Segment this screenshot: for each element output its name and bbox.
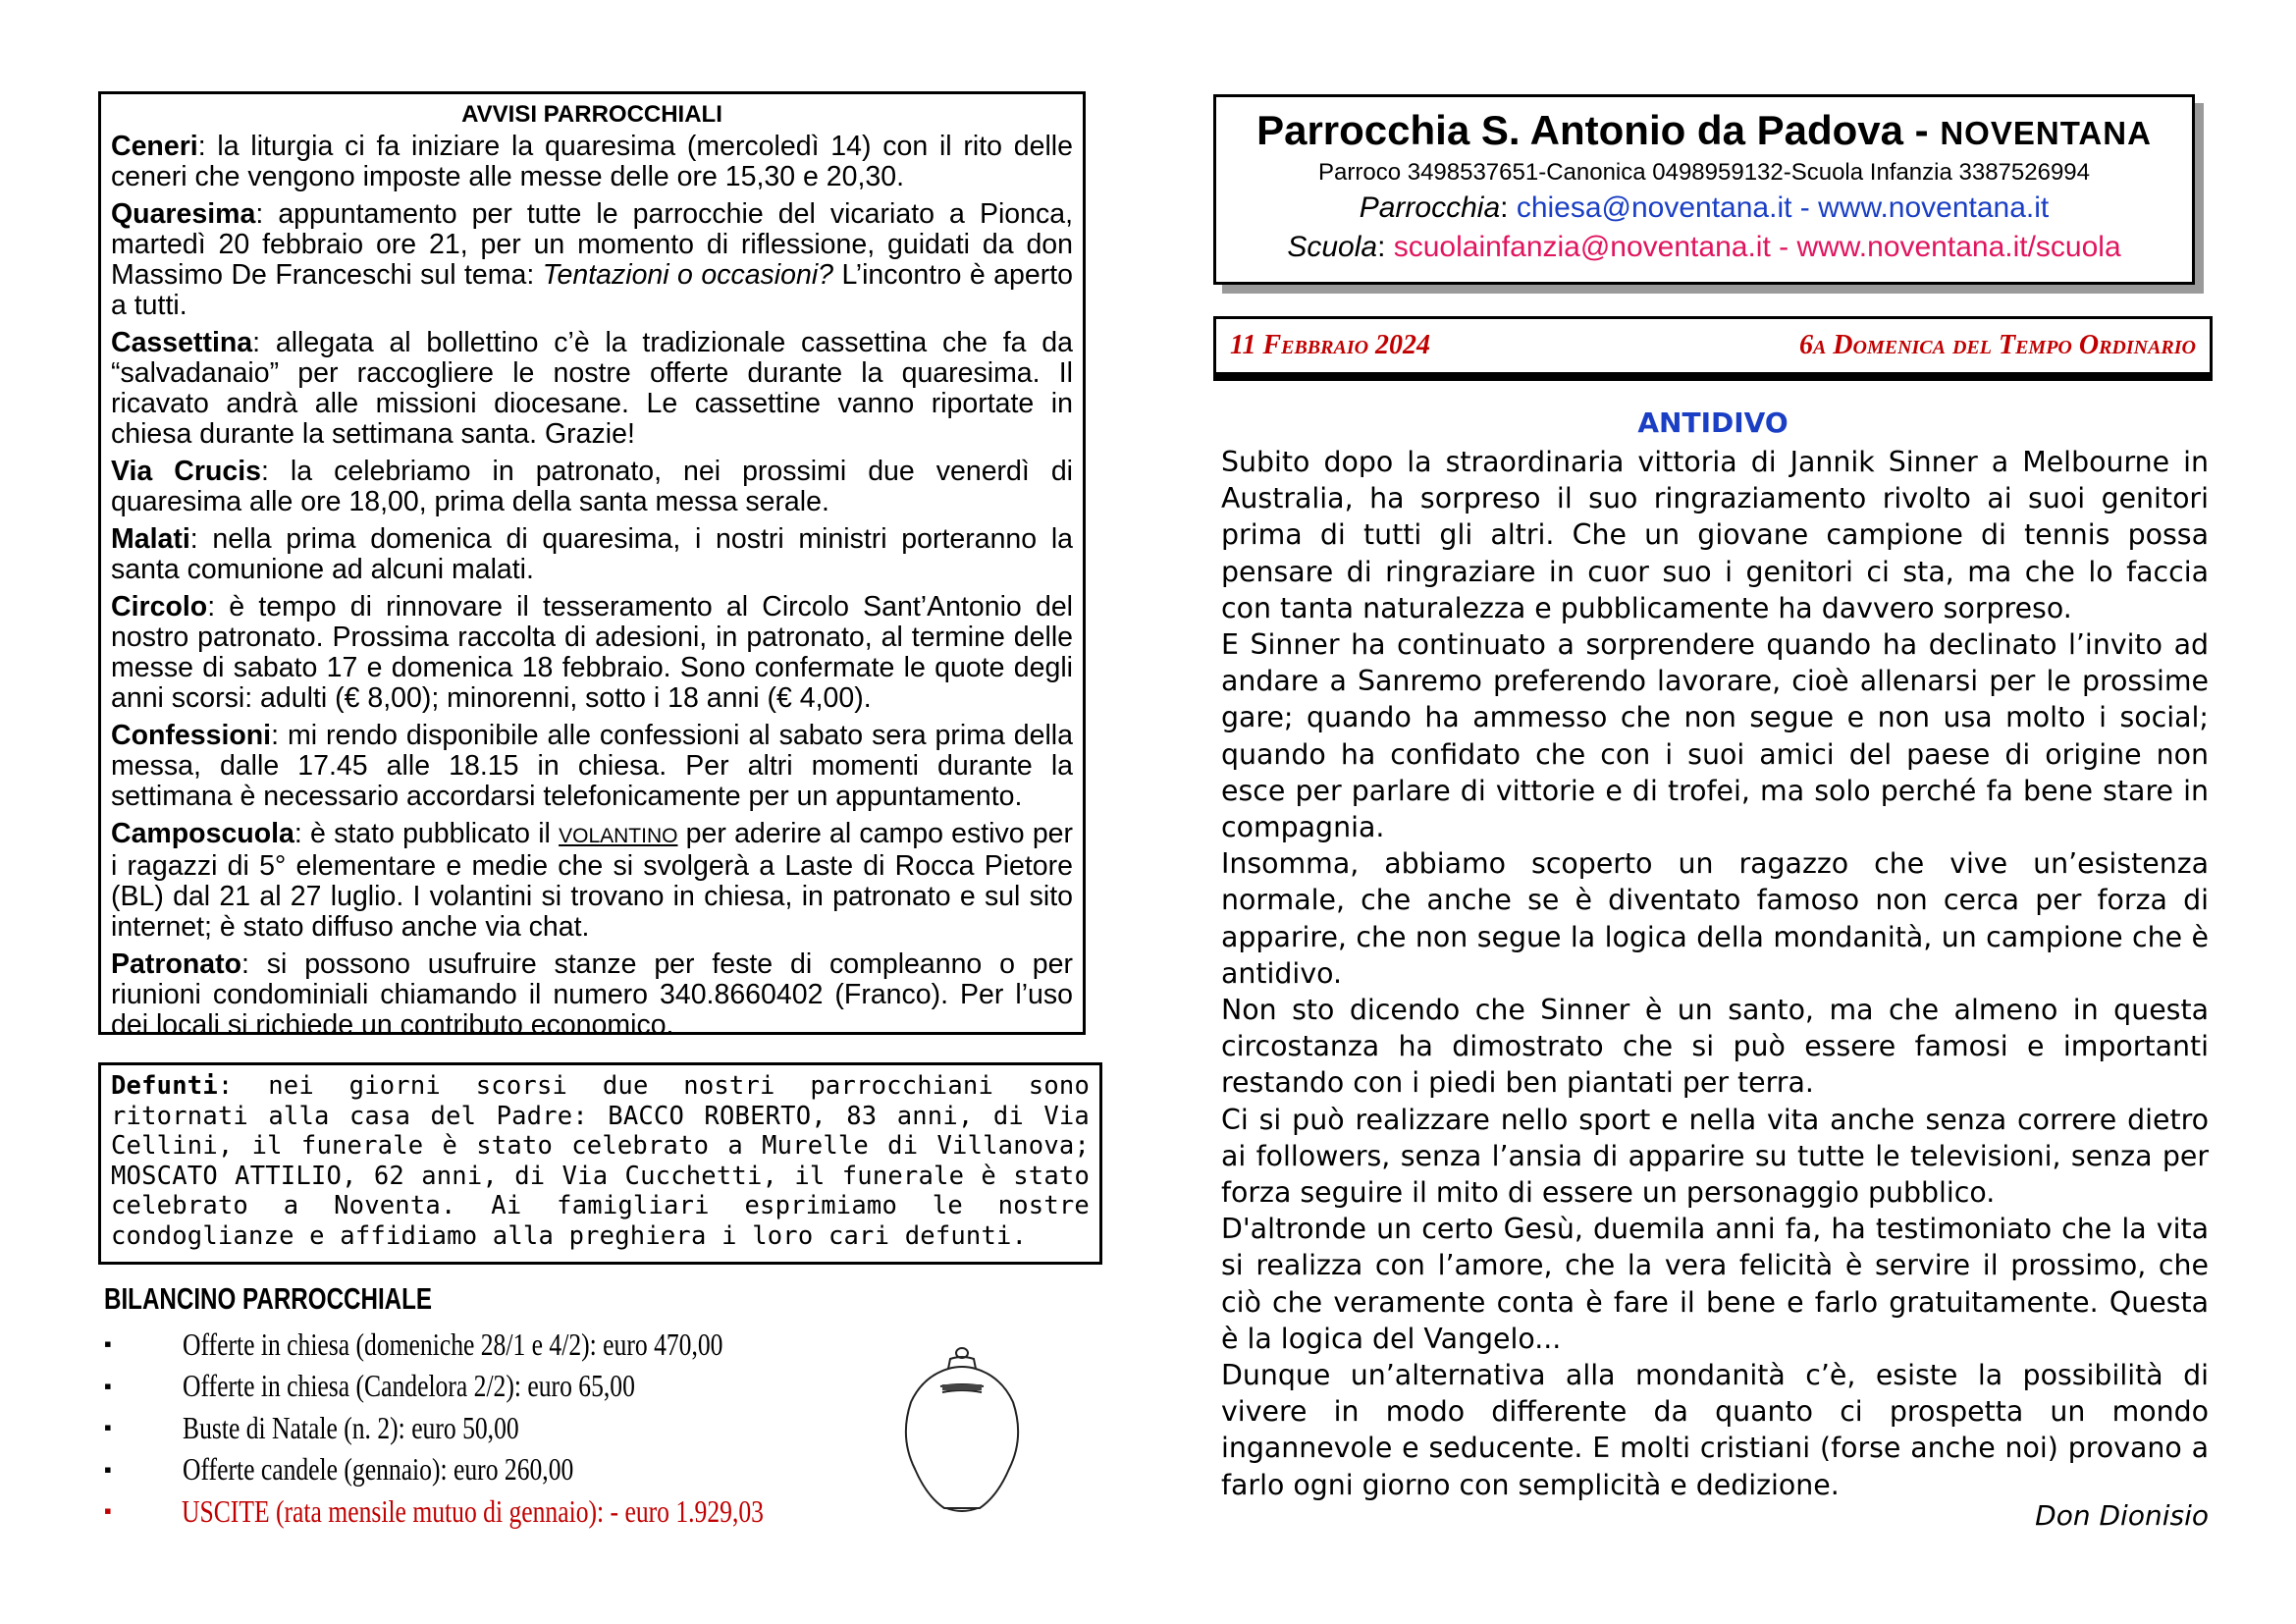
- article-paragraph: Subito dopo la straordinaria vittoria di Jannik Sinner a Melbourne in Australia, ha sorpreso il suo ringraziamento rivolto ai suoi genitori prima di tutti gli altri. Che un giovane campione di tennis possa pensare di ringraziare in cuor suo i genitori ci sta, ma che lo faccia con tanta naturalezza e pubblicamente ha davvero sorpreso.: [1221, 446, 2209, 624]
- article-body: [1221, 444, 2209, 1503]
- volantino-link[interactable]: VOLANTINO: [559, 825, 678, 847]
- colon: :: [1500, 191, 1517, 224]
- bilancino-row-text: Offerte in chiesa (domeniche 28/1 e 4/2): euro 470,00: [183, 1326, 723, 1362]
- bilancino-row: [104, 1324, 909, 1366]
- article-signature: Don Dionisio: [2035, 1499, 2209, 1532]
- bullet-icon: ▪: [104, 1415, 112, 1440]
- avviso-label: Ceneri: [111, 131, 198, 162]
- parish-name: Parrocchia S. Antonio da Padova: [1256, 107, 1904, 153]
- article-paragraph: D'altronde un certo Gesù, duemila anni fa, ha testimoniato che la vita si realizza con l’amore, che la vera felicità è servire il prossimo, che ciò che veramente conta è fare il bene e farlo gratuitamente. Questa è la logica del Vangelo...: [1221, 1213, 2209, 1355]
- avviso-text: : si possono usufruire stanze per feste di compleanno o per riunioni condominiali chiamando il numero 340.8660402 (Franco). Per l’uso dei locali si richiede un contributo economico.: [111, 948, 1073, 1041]
- bullet-icon: ▪: [104, 1373, 112, 1398]
- article-paragraph: Insomma, abbiamo scoperto un ragazzo che vive un’esistenza normale, che anche se è diventato famoso non cerca per forza di apparire, che non segue la logica della mondanità, un campione che è antidivo.: [1221, 847, 2209, 990]
- avviso-cassettina: [111, 328, 1073, 450]
- avviso-label: Malati: [111, 523, 190, 555]
- parish-phones: Parroco 3498537651-Canonica 0498959132-Scuola Infanzia 3387526994: [1318, 159, 2090, 186]
- avviso-patronato: [111, 949, 1073, 1041]
- bullet-icon: ▪: [104, 1456, 112, 1482]
- defunti-label: Defunti: [111, 1071, 218, 1101]
- separator: -: [1791, 191, 1819, 224]
- scuola-web-link[interactable]: www.noventana.it/scuola: [1796, 231, 2121, 263]
- defunti-text: : nei giorni scorsi due nostri parrocchiani sono ritornati alla casa del Padre: BACCO ROBERTO, 83 anni, di Via Cellini, il funerale è stato celebrato a Murelle di Villanova; MOSCATO ATTILIO, 62 anni, di Via Cucchetti, il funerale è stato celebrato a Noventa. Ai famigliari esprimiamo le nostre condoglianze e affidiamo alla preghiera i loro cari defunti.: [111, 1071, 1090, 1251]
- bilancino-row-text: Offerte candele (gennaio): euro 260,00: [183, 1451, 574, 1488]
- avviso-text: : mi rendo disponibile alle confessioni al sabato sera prima della messa, dalle 17.45 alle 18.15 in chiesa. Per altri momenti durante la settimana è necessario accordarsi telefonicamente per un appuntamento.: [111, 720, 1073, 812]
- liturgical-sunday: 6a Domenica del Tempo Ordinario: [1798, 330, 2196, 360]
- article-paragraph: Dunque un’alternativa alla mondanità c’è, esiste la possibilità di vivere in modo differente da quanto ci prospetta un mondo ingannevole e seducente. E molti cristiani (forse anche noi) provano a farlo ogni giorno con semplicità e dedizione.: [1221, 1359, 2209, 1501]
- avviso-via-crucis: [111, 457, 1073, 517]
- parish-header: [1213, 94, 2195, 285]
- avviso-text: : è tempo di rinnovare il tesseramento al Circolo Sant’Antonio del nostro patronato. Prossima raccolta di adesioni, in patronato, al termine delle messe di sabato 17 e domenica 18 febbraio. Sono confermate le quote degli anni scorsi: adulti (€ 8,00); minorenni, sotto i 18 anni (€ 4,00).: [111, 591, 1073, 714]
- avviso-label: Camposcuola: [111, 818, 294, 849]
- avviso-camposcuola: [111, 819, 1073, 943]
- avviso-text-after: L’incontro è aperto a tutti.: [111, 259, 1073, 321]
- scuola-contacts: [1216, 228, 2192, 267]
- article-title: ANTIDIVO: [1637, 406, 1789, 439]
- avviso-text: : la celebriamo in patronato, nei prossimi due venerdì di quaresima alle ore 18,00, prima della santa messa serale.: [111, 456, 1073, 517]
- avviso-label: Via Crucis: [111, 456, 261, 487]
- avviso-ceneri: [111, 132, 1073, 192]
- bilancino-row-text: Buste di Natale (n. 2): euro 50,00: [183, 1409, 519, 1445]
- avviso-malati: [111, 524, 1073, 585]
- avviso-text: : è stato pubblicato il: [294, 818, 560, 849]
- avviso-quaresima: [111, 199, 1073, 321]
- parrocchia-email-link[interactable]: chiesa@noventana.it: [1516, 191, 1792, 224]
- avviso-italic-theme: Tentazioni o occasioni?: [542, 259, 834, 291]
- issue-date: 11 Febbraio 2024: [1230, 330, 1431, 360]
- avviso-label: Cassettina: [111, 327, 253, 358]
- avvisi-title: AVVISI PARROCCHIALI: [461, 101, 722, 128]
- avviso-text: : appuntamento per tutte le parrocchie del vicariato a Pionca, martedì 20 febbraio ore 21, per un momento di riflessione, guidati da don Massimo De Franceschi sul tema:: [111, 198, 1073, 291]
- avviso-text: : la liturgia ci fa iniziare la quaresima (mercoledì 14) con il rito delle ceneri che vengono imposte alle messe delle ore 15,30 e 20,30.: [111, 131, 1073, 192]
- article-paragraph: E Sinner ha continuato a sorprendere quando ha declinato l’invito ad andare a Sanremo preferendo lavorare, cioè allenarsi per le prossime gare; quando ha ammesso che non segue e non usa molto i social; quando ha confidato che con i suoi amici del paese di origine non esce per parlare di vittorie e di trofei, ma solo perché fa bene stare in compagnia.: [1221, 628, 2209, 844]
- parrocchia-contacts: [1216, 189, 2192, 228]
- bilancino-row: [104, 1366, 909, 1408]
- bullet-icon: ▪: [104, 1498, 112, 1524]
- bilancino-row-text: USCITE (rata mensile mutuo di gennaio): - euro 1.929,03: [181, 1492, 764, 1529]
- bilancino-title: BILANCINO PARROCCHIALE: [104, 1281, 433, 1316]
- avvisi-parrocchiali-box: [98, 91, 1086, 1041]
- colon: :: [1377, 231, 1394, 263]
- avviso-label: Confessioni: [111, 720, 272, 751]
- article-paragraph: Non sto dicendo che Sinner è un santo, ma che almeno in questa circostanza ha dimostrato che si può essere famosi e importanti restando con i piedi ben piantati per terra.: [1221, 994, 2209, 1100]
- parrocchia-label: Parrocchia: [1359, 191, 1501, 224]
- avviso-label: Circolo: [111, 591, 208, 623]
- bilancino-list: [104, 1324, 909, 1533]
- avviso-text: : nella prima domenica di quaresima, i nostri ministri porteranno la santa comunione ad alcuni malati.: [111, 523, 1073, 585]
- bilancino-row-uscite: [104, 1490, 909, 1533]
- bilancino-row-text: Offerte in chiesa (Candelora 2/2): euro 65,00: [183, 1368, 635, 1404]
- parish-dash: -: [1903, 107, 1941, 153]
- avviso-circolo: [111, 592, 1073, 714]
- date-bar: [1213, 316, 2213, 375]
- scuola-label: Scuola: [1287, 231, 1378, 263]
- scuola-email-link[interactable]: scuolainfanzia@noventana.it: [1393, 231, 1771, 263]
- parrocchia-web-link[interactable]: www.noventana.it: [1818, 191, 2050, 224]
- defunti-box: [98, 1062, 1102, 1265]
- avviso-text-after: per aderire al campo estivo per i ragazzi di 5° elementare e medie che si svolgerà a Laste di Rocca Pietore (BL) dal 21 al 27 luglio. I volantini si trovano in chiesa, in patronato e sul sito internet; è stato diffuso anche via chat.: [111, 818, 1074, 943]
- avviso-text: : allegata al bollettino c’è la tradizionale cassettina che fa da “salvadanaio” per raccogliere le nostre offerte durante la quaresima. Il ricavato andrà alle missioni diocesane. Le cassettine vanno riportate in chiesa durante la settimana santa. Grazie!: [111, 327, 1073, 450]
- avviso-label: Quaresima: [111, 198, 256, 230]
- bilancino-row: [104, 1449, 909, 1491]
- article-paragraph: Ci si può realizzare nello sport e nella vita anche senza correre dietro ai followers, senza l’ansia di apparire su tutte le televisioni, senza per forza seguire il mito di essere un personaggio pubblico.: [1221, 1103, 2209, 1210]
- bullet-icon: ▪: [104, 1331, 112, 1357]
- bilancino-row: [104, 1407, 909, 1449]
- parish-title: [1216, 107, 2192, 157]
- parish-town: NOVENTANA: [1940, 115, 2152, 151]
- avviso-confessioni: [111, 721, 1073, 812]
- avviso-label: Patronato: [111, 948, 242, 980]
- separator: -: [1770, 231, 1797, 263]
- piggy-bank-jar-icon: [893, 1343, 1031, 1518]
